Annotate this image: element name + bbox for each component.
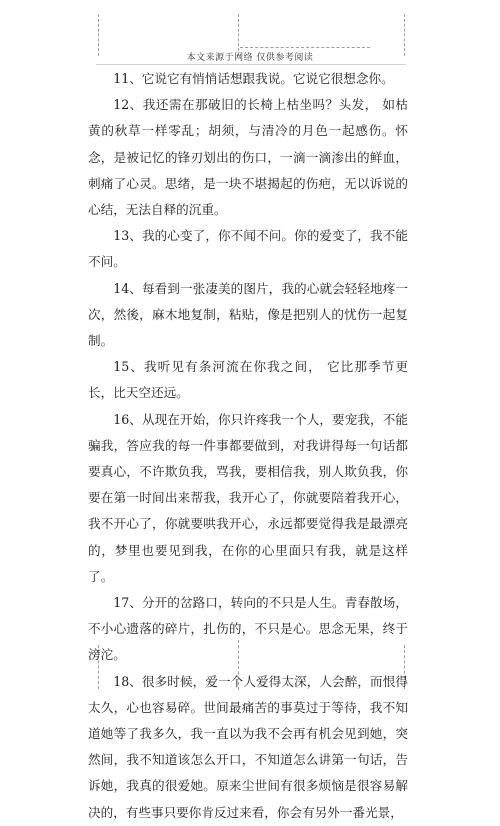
paragraph-13: 13、我的心变了，你不闻不问。你的爱变了，我不能不问。 <box>88 228 408 270</box>
paragraph-11: 11、它说它有悄悄话想跟我说。它说它很想念你。 <box>113 71 394 86</box>
header-divider <box>96 64 406 65</box>
paragraph-18: 18、很多时候，爱一个人爱得太深，人会醉，而恨得太久，心也容易碎。世间最痛苦的事莫过于等待，我不知道她等了我多久，我一直以为我不会再有机会见到她，突然间，我不知道该怎么开口，不知道怎么讲第一句话，告诉她，我真的很爱她。原来尘世间有很多烦恼是很容易解决的，有些事只要你肯反过来看，你会有另外一番光景， <box>88 673 408 820</box>
header-note: 本文来源于网络 仅供参考阅读 <box>186 53 314 63</box>
document-body <box>88 66 408 826</box>
paragraph-17: 17、分开的岔路口，转向的不只是人生。青春散场，不小心遗落的碎片，扎伤的，不只是心。思念无果，终于滂沱。 <box>88 595 408 663</box>
crop-mark-top-rule <box>240 47 370 48</box>
paragraph-12: 12、我还需在那破旧的长椅上枯坐吗？头发， 如枯黄的秋草一样零乱；胡须，与清冷的月色一起感伤。怀念，是被记忆的锋刃划出的伤口，一滴一滴渗出的鲜血，刺痛了心灵。思绪，是一块不堪揭起的伤疤，无以诉说的心结，无法自释的沉重。 <box>88 97 408 218</box>
paragraph-14: 14、每看到一张凄美的图片，我的心就会轻轻地疼一次，然後，麻木地复制，粘贴，像是把别人的忧伤一起复制。 <box>88 280 408 349</box>
paragraph-16: 16、从现在开始，你只许疼我一个人，要宠我，不能骗我，答应我的每一件事都要做到，对我讲得每一句话都要真心，不许欺负我，骂我，要相信我，别人欺负我，你要在第一时间出来帮我，我开心了，你就要陪着我开心，我不开心了，你就要哄我开心，永远都要觉得我是最漂亮的，梦里也要见到我，在你的心里面只有我，就是这样了。 <box>88 411 408 584</box>
paragraph-15: 15、我听见有条河流在你我之间， 它比那季节更长，比天空还远。 <box>88 359 408 401</box>
